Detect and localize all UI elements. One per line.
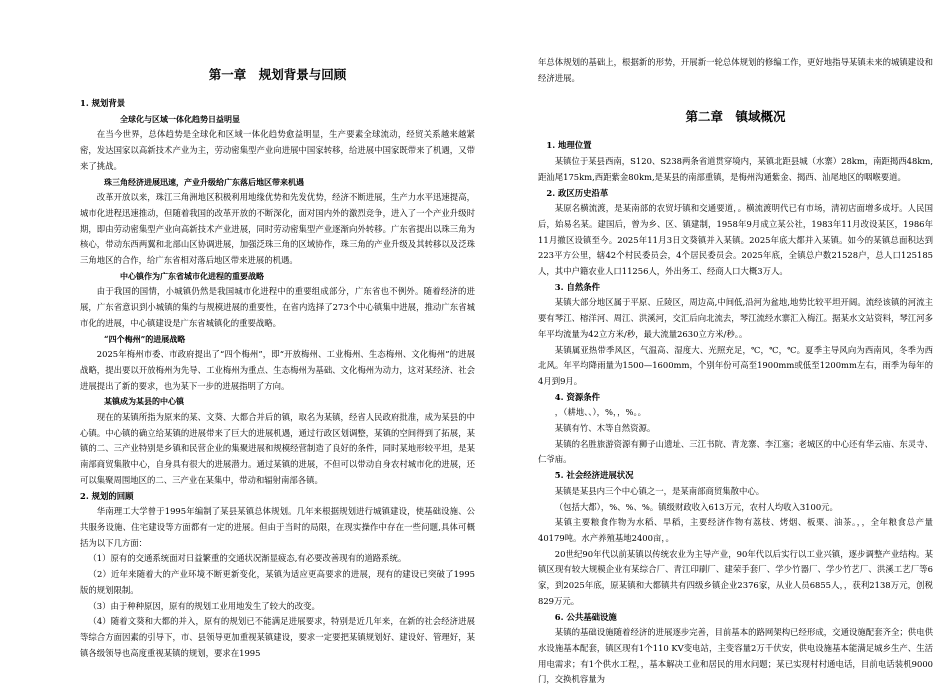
review-item-3: （3）由于种种原因，原有的规划工业用地发生了较大的改变。	[88, 600, 320, 611]
spacer	[538, 130, 933, 138]
paragraph-tourism: 某镇的名胜旅游资源有狮子山遗址、三江书院、青龙寨、李江塞；老城区的中心还有华云庙、东灵寺、仁爷庙。	[538, 438, 933, 465]
paragraph-review: 华南理工大学曾于1995年编制了某县某镇总体规划。几年来根据规划进行城镇建设，使基础设施、公共服务设施、住宅建设等方面都有一定的进展。但由于当时的局限，在现实操作中存在一些问题,具体可概括为以下几方面：	[80, 506, 475, 548]
paragraph-industry: 20世纪90年代以前某镇以传统农业为主导产业，90年代以后实行以工业兴镇，逐步调整产业结构。某镇区现有较大规模企业有某综合厂、青江印刷厂、建荣手套厂、学少竹器厂、学少竹艺厂、洪溪工艺厂等6家，到2025年底，原某镇和大都镇共有四级乡镇企业2376家，从业人员6855人，，获利2138万元，创税829万元。	[538, 548, 933, 606]
section-heading-nature: 3. 自然条件	[554, 281, 600, 292]
spacer	[80, 88, 475, 96]
subheading-four-meizhou: “四个梅州”的进展战略	[104, 333, 186, 344]
right-top-space	[538, 0, 933, 55]
left-column	[80, 0, 475, 661]
paragraph-finance: （包括大都），%、%、%。镇级财政收入613万元，农村人均收入3100元。	[554, 501, 838, 512]
paragraph-continuation: 年总体规划的基础上，根据新的形势，开展新一轮总体规划的修编工作，更好地指导某镇未来的城镇建设和经济进展。	[538, 57, 933, 83]
paragraph-central-town: 由于我国的国情，小城镇仍然是我国城市化进程中的重要组成部分，广东省也不例外。随着经济的进展，广东省意识到小城镇的集约与规模进展的重要性，在省内选择了273个中心镇集中进展，推动广东省城市化的进展，中心镇建设是广东省城镇化的重要战略。	[80, 286, 475, 328]
section-heading-review: 2. 规划的回顾	[80, 490, 134, 501]
left-top-space	[80, 0, 475, 62]
paragraph-history: 某原名横流渡，是某南部的农贸圩镇和交通要道，。横流渡明代已有市场，清初店面增多成圩。人民国后，始易名某。建国后，曾为乡、区、镇建制，1958年9月成立某公社，1983年11月改设某区，1986年11月撤区设镇至今。2025年11月3日文葵镇并入某镇。2025年底大都并入某镇。如今的某镇总面积达到223平方公里，辖42个村民委员会，4个居民委员会。2025年底，全镇总户数21528户，总人口125185人，其中户籍农业人口11256人，外出务工、经商人口大概3万人。	[538, 203, 933, 277]
subheading-county-center: 某镇成为某县的中心镇	[104, 396, 184, 407]
review-item-1: （1）原有的交通系统面对日益繁重的交通状况渐显疲态,有必要改善现有的道路系统。	[88, 553, 407, 564]
paragraph-climate: 某镇属亚热带季风区，气温高、湿度大、光照充足，℃，℃，℃。夏季主导风向为西南风，冬季为西北风。年平均降雨量为1500—1600mm，个别年份可高至1900mm或低至1200mm左右，雨季为每年的4月到9月。	[538, 344, 933, 386]
paragraph-economy-center: 某镇是某县内三个中心镇之一，是某南部商贸集散中心。	[554, 485, 765, 496]
paragraph-natural-resources: 某镇有竹、木等自然资源。	[554, 423, 656, 434]
paragraph-globalization: 在当今世界，总体趋势是全球化和区域一体化趋势愈益明显，生产要素全球流动，经贸关系越来越紧密，发达国家以高新技术产业为主，劳动密集型产业向进展中国家转移，给进展中国家既带来了机遇，又带来了挑战。	[80, 129, 475, 171]
spacer	[538, 86, 933, 104]
paragraph-rivers: 某镇大部分地区属于平原、丘陵区，周边高,中间低,沿河为盆地,地势比较平坦开阔。流经该镇的河流主要有琴江、榕洋河、周江、洪溪河，交汇后向北流去，琴江流经水寨汇入梅江。据某水文站资料，琴江河多年平均流量为42立方米/秒，最大流量2630立方米/秒。。	[538, 297, 933, 339]
subheading-prd: 珠三角经济进展迅速，产业升级给广东落后地区带来机遇	[104, 176, 304, 187]
review-item-2: （2）近年来随着大的产业环境不断更新变化，某镇为适应更高要求的进展，现有的建设已突破了1995版的规划限制。	[80, 569, 475, 595]
section-heading-economy: 5. 社会经济进展状况	[554, 470, 634, 481]
chapter-1-title: 第一章 规划背景与回顾	[208, 67, 347, 82]
section-heading-resources: 4. 资源条件	[554, 391, 600, 402]
paragraph-county-center: 现在的某镇所指为原来的某、文葵、大都合并后的镇，取名为某镇，经省人民政府批准，成为某县的中心镇。中心镇的确立给某镇的进展带来了巨大的进展机遇，通过行政区划调整，某镇的空间得到了拓展，某镇的二、三产业特别是乡镇和民营企业的集聚进展和规模经营制造了良好的条件，同时某地形较平坦，是某南部商贸集散中心，自身具有很大的进展潜力。通过某镇的进展，不但可以带动自身农村城市化的进展，还可以集聚周围地区的二、三产业在某集中，带动和辐射南部各镇。	[80, 412, 475, 485]
right-column	[538, 0, 933, 688]
subheading-central-town: 中心镇作为广东省城市化进程的重要战略	[120, 270, 264, 281]
chapter-2-title: 第二章 镇域概况	[685, 109, 786, 125]
subheading-globalization: 全球化与区域一体化趋势日益明显	[120, 113, 240, 124]
paragraph-location: 某镇位于某县西南，S120、S238两条省道贯穿境内，某镇北距县城（水寨）28km，南距揭西48km,距汕尾175km,西距紫金80km,是某县的南部重镇，是梅州沟通紫金、揭西、汕尾地区的咽喉要道。	[538, 156, 933, 182]
paragraph-prd: 改革开放以来，珠江三角洲地区积极利用地缘优势和先发优势，经济不断进展，生产力水平迅速提高，城市化进程迅速推动，但随着我国的改革开放的不断深化，面对国内外的激烈竞争，进入了一个产业升级时期，即由劳动密集型产业向高新技术产业进展，同时劳动密集型产业逐渐向外转移。广东省提出以珠三角为核心，带动东西两翼和北部山区协调进展，加强泛珠三角的区域协作，珠三角的产业升级及其转移以及泛珠三角地区的合作，给广东省相对落后地区带来进展的机遇。	[80, 192, 475, 266]
section-heading-location: 1. 地理位置	[546, 140, 592, 151]
section-heading-history: 2. 政区历史沿革	[546, 187, 609, 198]
paragraph-infrastructure: 某镇的基础设施随着经济的进展逐步完善，目前基本的路网架构已经形成，交通设施配套齐全；供电供水设施基本配套，镇区现有1个110 KV变电站，主变容量2万千伏安，供电设施基本能满足城乡生产、生活用电需求；有1个供水工程，，基本解决工业和居民的用水问题；某已实现村村通电话，目前电话装机9000门，交换机容量为	[538, 627, 933, 685]
section-heading-background: 1. 规划背景	[80, 98, 126, 108]
paragraph-agriculture: 某镇主要粮食作物为水稻、旱稻，主要经济作物有荔枝、烤烟、板栗、油茶。，，全年粮食总产量40179吨。水产养殖基地2400亩，。	[538, 517, 933, 543]
review-item-4: （4）随着文葵和大都的并入，原有的规划已不能满足进展要求，特别是近几年来，在新的社会经济进展等综合方面因素的引导下，市、县领导更加重视某镇建设，要求一定要把某镇规划好、建设好、管理好，某镇各级领导也高度重视某镇的规划，要求在1995	[80, 616, 475, 658]
paragraph-four-meizhou: 2025年梅州市委、市政府提出了“四个梅州”，即“开放梅州、工业梅州、生态梅州、文化梅州”的进展战略，提出要以开放梅州为先导、工业梅州为重点、生态梅州为基础、文化梅州为动力，这对某经济、社会进展提出了新的要求，也为某下一步的进展指明了方向。	[80, 349, 475, 391]
section-heading-infrastructure: 6. 公共基础设施	[554, 611, 617, 622]
paragraph-land: ，（耕地、、），%，，%。。	[554, 407, 647, 418]
